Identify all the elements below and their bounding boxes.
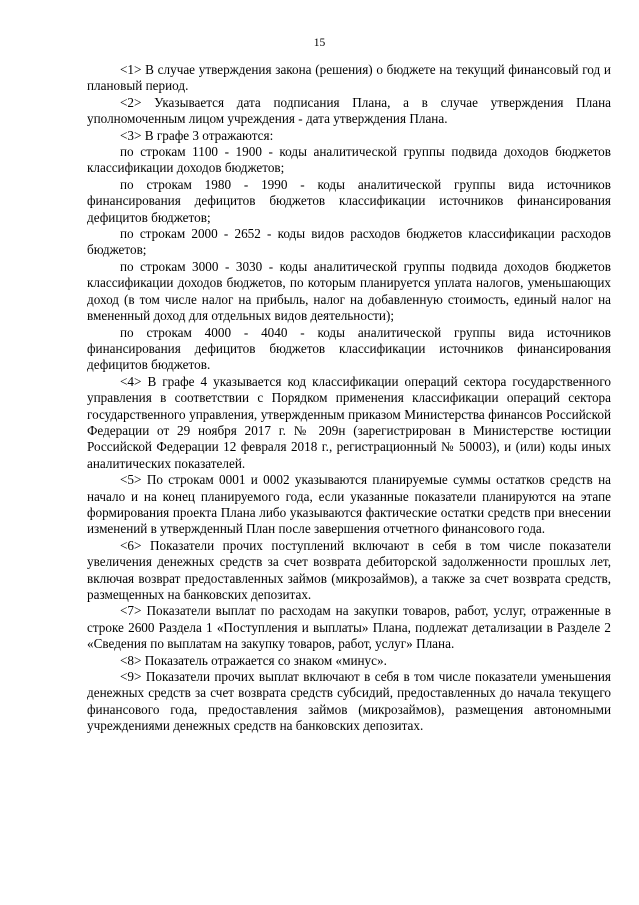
footnote-8: <8> Показатель отражается со знаком «минус».	[120, 652, 387, 668]
footnotes-body	[87, 62, 611, 735]
footnote-3-rows-1980-1990: по строкам 1980 - 1990 - коды аналитической группы вида источников финансирования дефицитов бюджетов классификации источников финансирования дефицитов бюджетов;	[87, 176, 611, 225]
page-number: 15	[313, 37, 326, 49]
footnote-4: <4> В графе 4 указывается код классификации операций сектора государственного управления в соответствии с Порядком применения классификации операций сектора государственного управления, утвержденным приказом Министерства финансов Российской Федерации от 29 ноября 2017 г. № 209н (зарегистрирован в Министерстве юстиции Российской Федерации 12 февраля 2018 г., регистрационный № 50003), и (или) коды иных аналитических показателей.	[87, 373, 611, 471]
footnote-3-rows-3000-3030: по строкам 3000 - 3030 - коды аналитической группы подвида доходов бюджетов классификации доходов бюджетов, по которым планируется уплата налогов, уменьшающих доход (в том числе налог на прибыль, налог на добавленную стоимость, единый налог на вмененный доход для отдельных видов деятельности);	[87, 258, 611, 324]
footnote-3-rows-4000-4040: по строкам 4000 - 4040 - коды аналитической группы вида источников финансирования дефицитов бюджетов классификации источников финансирования дефицитов бюджетов.	[87, 324, 611, 373]
footnote-5: <5> По строкам 0001 и 0002 указываются планируемые суммы остатков средств на начало и на конец планируемого года, если указанные показатели планируются на этапе формирования проекта Плана либо указываются фактические остатки средств при внесении изменений в утвержденный План после завершения отчетного финансового года.	[87, 472, 611, 537]
footnote-9: <9> Показатели прочих выплат включают в себя в том числе показатели уменьшения денежных средств за счет возврата средств субсидий, предоставленных до начала текущего финансового года, предоставления займов (микрозаймов), размещения автономными учреждениями денежных средств на банковских депозитах.	[87, 669, 611, 734]
footnote-3: <3> В графе 3 отражаются:	[120, 127, 274, 143]
footnote-6: <6> Показатели прочих поступлений включают в себя в том числе показатели увеличения денежных средств за счет возврата дебиторской задолженности прошлых лет, включая возврат предоставленных займов (микрозаймов), а также за счет возврата средств, размещенных на банковских депозитах.	[87, 537, 611, 602]
footnote-1: <1> В случае утверждения закона (решения) о бюджете на текущий финансовый год и плановый период.	[87, 62, 611, 94]
footnote-2: <2> Указывается дата подписания Плана, а в случае утверждения Плана уполномоченным лицом учреждения - дата утверждения Плана.	[87, 94, 611, 127]
footnote-3-rows-1100-1900: по строкам 1100 - 1900 - коды аналитической группы подвида доходов бюджетов классификации доходов бюджетов;	[87, 144, 611, 176]
footnote-7: <7> Показатели выплат по расходам на закупки товаров, работ, услуг, отраженные в строке 2600 Раздела 1 «Поступления и выплаты» Плана, подлежат детализации в Разделе 2 «Сведения по выплатам на закупку товаров, работ, услуг» Плана.	[87, 603, 611, 652]
footnote-3-rows-2000-2652: по строкам 2000 - 2652 - коды видов расходов бюджетов классификации расходов бюджетов;	[87, 226, 611, 258]
